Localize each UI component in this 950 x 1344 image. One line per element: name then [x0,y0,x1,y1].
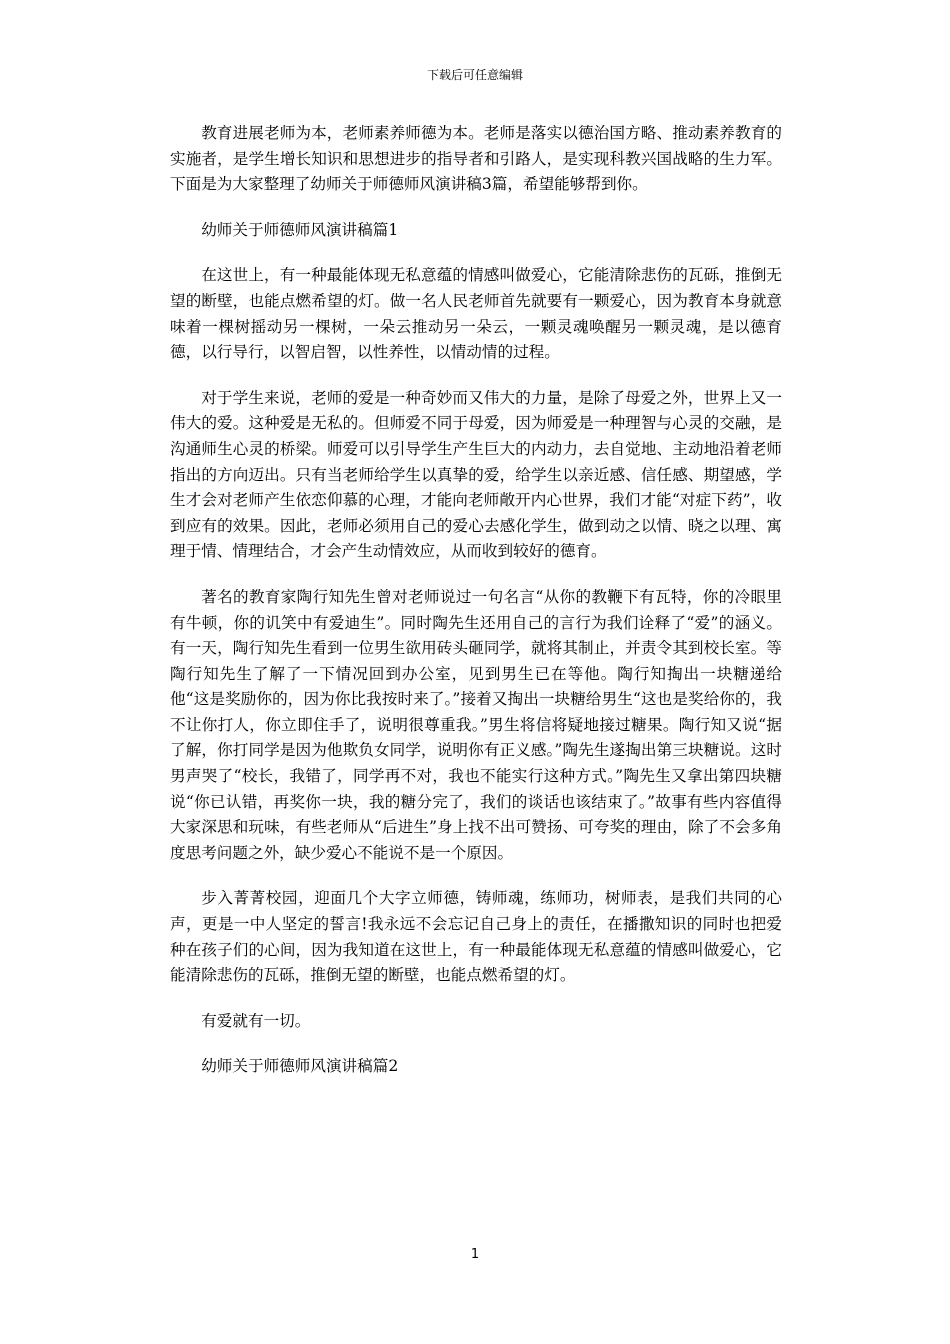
intro-paragraph: 教育进展老师为本，老师素养师德为本。老师是落实以德治国方略、推动素养教育的实施者，是学生增长知识和思想进步的指导者和引路人，是实现科教兴国战略的生力军。下面是为大家整理了幼师关于师德师风演讲稿3篇，希望能够帮到你。 [170,124,782,194]
section-heading-1: 幼师关于师德师风演讲稿篇1 [201,220,399,239]
paragraph-1: 在这世上，有一种最能体现无私意蕴的情感叫做爱心，它能清除悲伤的瓦砾，推倒无望的断壁，也能点燃希望的灯。做一名人民老师首先就要有一颗爱心，因为教育本身就意味着一棵树摇动另一棵树，一朵云推动另一朵云，一颗灵魂唤醒另一颗灵魂，是以德育德，以行导行，以智启智，以性养性，以情动情的过程。 [170,266,782,362]
paragraph-4: 步入菁菁校园，迎面几个大字立师德，铸师魂，练师功，树师表，是我们共同的心声，更是一中人坚定的誓言!我永远不会忘记自己身上的责任，在播撒知识的同时也把爱种在孩子们的心间，因为我知道在这世上，有一种最能体现无私意蕴的情感叫做爱心，它能清除悲伤的瓦砾，推倒无望的断壁，也能点燃希望的灯。 [170,889,782,985]
section-heading-2: 幼师关于师德师风演讲稿篇2 [201,1057,399,1076]
paragraph-5: 有爱就有一切。 [201,1011,311,1030]
spacer [170,243,782,263]
spacer [170,866,782,886]
spacer [170,198,782,218]
page-number: 1 [470,1247,480,1262]
paragraph-2: 对于学生来说，老师的爱是一种奇妙而又伟大的力量，是除了母爱之外，世界上又一伟大的爱。这种爱是无私的。但师爱不同于母爱，因为师爱是一种理智与心灵的交融，是沟通师生心灵的桥梁。师爱可以引导学生产生巨大的内动力，去自觉地、主动地沿着老师指出的方向迈出。只有当老师给学生以真挚的爱，给学生以亲近感、信任感、期望感，学生才会对老师产生依恋仰慕的心理，才能向老师敞开内心世界，我们才能“对症下药”，收到应有的效果。因此，老师必须用自己的爱心去感化学生，做到动之以情、晓之以理、寓理于情、情理结合，才会产生动情效应，从而收到较好的德育。 [170,388,782,561]
document-body [170,121,782,1080]
spacer [170,565,782,585]
spacer [170,989,782,1009]
spacer [170,1034,782,1054]
paragraph-3: 著名的教育家陶行知先生曾对老师说过一句名言“从你的教鞭下有瓦特，你的冷眼里有牛顿，你的讥笑中有爱迪生”。同时陶先生还用自己的言行为我们诠释了“爱”的涵义。有一天，陶行知先生看到一位男生欲用砖头砸同学，就将其制止，并责令其到校长室。等陶行知先生了解了一下情况回到办公室，见到男生已在等他。陶行知掏出一块糖递给他“这是奖励你的，因为你比我按时来了。”接着又掏出一块糖给男生“这也是奖给你的，我不让你打人，你立即住手了，说明很尊重我。”男生将信将疑地接过糖果。陶行知又说“据了解，你打同学是因为他欺负女同学，说明你有正义感。”陶先生遂掏出第三块糖说。这时男声哭了“校长，我错了，同学再不对，我也不能实行这种方式。”陶先生又拿出第四块糖说“你已认错，再奖你一块，我的糖分完了，我们的谈话也该结束了。”故事有些内容值得大家深思和玩味，有些老师从“后进生”身上找不出可赞扬、可夸奖的理由，除了不会多角度思考问题之外，缺少爱心不能说不是一个原因。 [170,587,782,862]
spacer [170,366,782,386]
page-header: 下载后可任意编辑 [426,68,523,82]
